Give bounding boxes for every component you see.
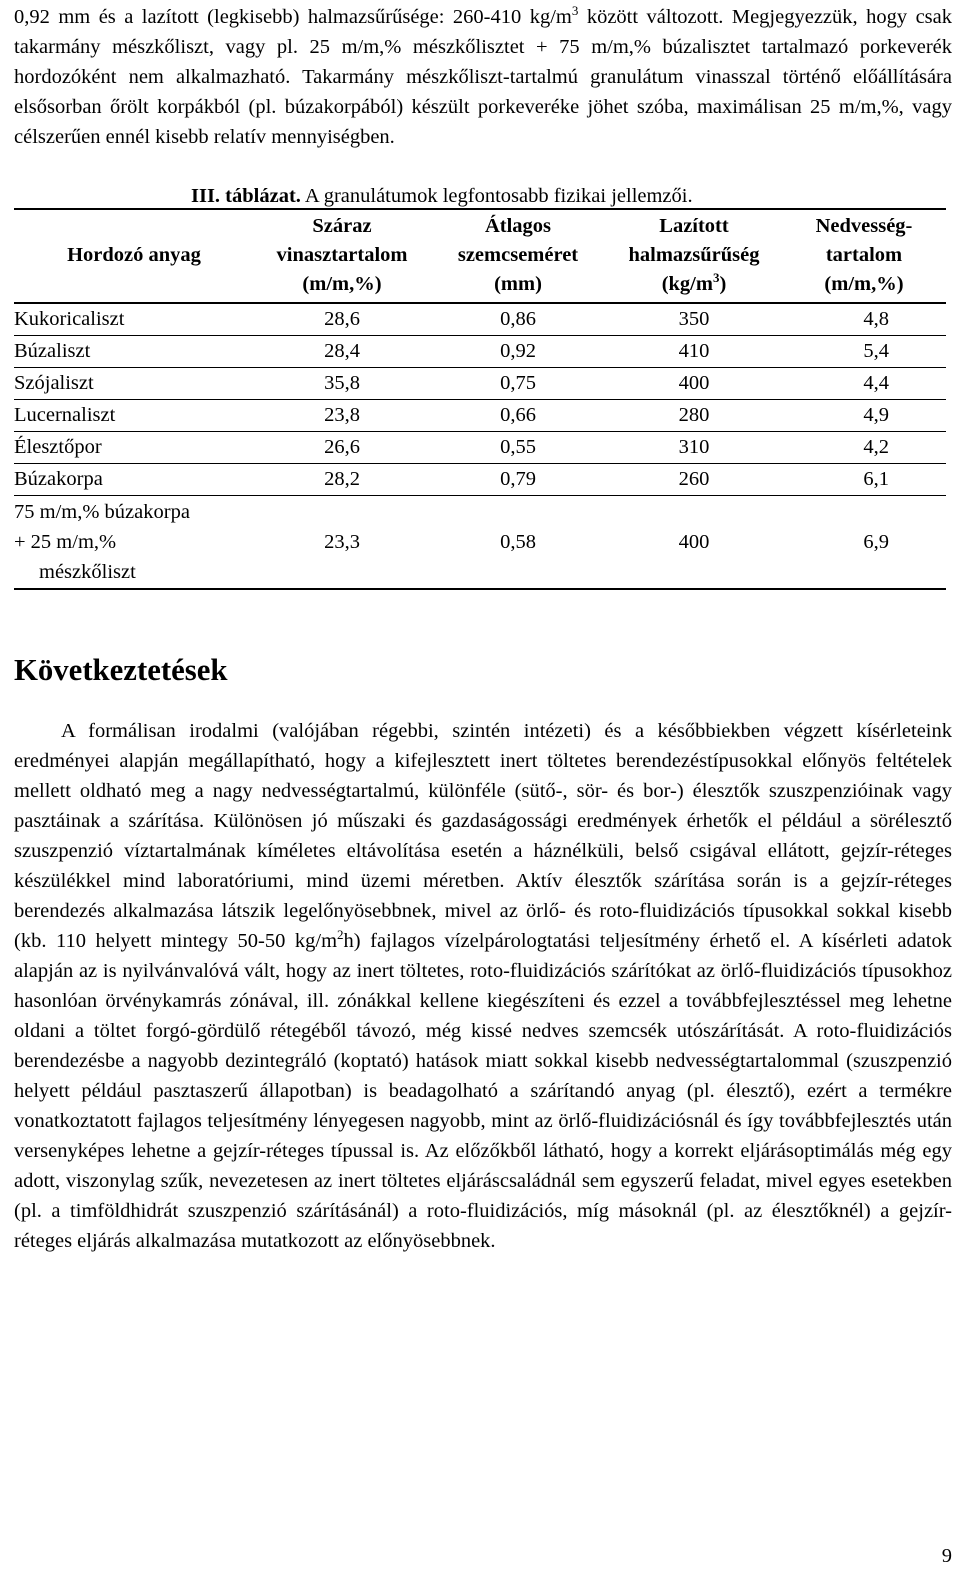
cell-suruseg: 400 xyxy=(606,496,782,590)
cell-szemcse: 0,86 xyxy=(430,303,606,336)
cell-nedvesseg: 4,9 xyxy=(782,400,946,432)
header-col4-superscript: 3 xyxy=(712,270,720,286)
cell-szemcse: 0,79 xyxy=(430,464,606,496)
header-col3-line2: szemcseméret xyxy=(457,244,579,266)
mixture-name-line1: 75 m/m,% búzakorpa xyxy=(14,501,190,523)
cell-vinasz: 28,4 xyxy=(254,336,430,368)
header-lazitott-halmazsuruseg xyxy=(606,209,782,303)
cell-suruseg: 410 xyxy=(606,336,782,368)
table-row xyxy=(14,368,946,400)
header-col5-line3: (m/m,%) xyxy=(824,273,904,295)
header-hordozo-anyag xyxy=(14,209,254,303)
table-row xyxy=(14,400,946,432)
intro-paragraph xyxy=(14,2,952,152)
cell-szemcse: 0,66 xyxy=(430,400,606,432)
header-col2-line3: (m/m,%) xyxy=(302,273,382,295)
cell-nedvesseg: 4,2 xyxy=(782,432,946,464)
cell-vinasz: 23,3 xyxy=(254,496,430,590)
cell-vinasz: 28,2 xyxy=(254,464,430,496)
cell-nedvesseg: 4,4 xyxy=(782,368,946,400)
table-header-row xyxy=(14,209,946,303)
header-col4-line1: Lazított xyxy=(659,215,729,237)
header-atlagos-szemcsemeret xyxy=(430,209,606,303)
cell-vinasz: 26,6 xyxy=(254,432,430,464)
header-col4-unit: (kg/m xyxy=(661,273,713,295)
cell-suruseg: 310 xyxy=(606,432,782,464)
cell-nedvesseg: 6,1 xyxy=(782,464,946,496)
header-col2-line1: Száraz xyxy=(312,215,372,237)
cell-name-mixture xyxy=(14,496,254,590)
conclusions-paragraph xyxy=(14,716,952,1256)
cell-szemcse: 0,75 xyxy=(430,368,606,400)
intro-text-part2: között változott. Megjegyezzük, hogy csak takarmány mészkőliszt, vagy pl. 25 m/m,% mészkőlisztet + 75 m/m,% búzalisztet tartalmazó porkeverék hordozóként nem alkalmazható. Takarmány mészkőliszt-tartalmú granulátum vinasszal történő előállítására elsősorban őrölt korpákból (pl. búzakorpából) készült porkeveréke jöhet szóba, maximálisan 25 m/m,%, vagy célszerűen ennél kisebb relatív mennyiségben. xyxy=(14,6,952,148)
mixture-name-line3: mészkőliszt xyxy=(39,561,136,583)
cell-szemcse: 0,92 xyxy=(430,336,606,368)
cell-nedvesseg: 5,4 xyxy=(782,336,946,368)
table-row xyxy=(14,303,946,336)
table-caption-text: A granulátumok legfontosabb fizikai jellemzői. xyxy=(300,185,693,207)
table-row-mixture xyxy=(14,496,946,590)
conclusions-text-part2: h) fajlagos vízelpárologtatási teljesítmény érhető el. A kísérleti adatok alapján az is nyilvánvalóvá vált, hogy az inert töltetes, roto-fluidizációs szárítókat az örlő-fluidizációs típusokhoz hasonlóan örvénykamrás zónával, ill. zónákkal kellene kiegészíteni és ezzel a továbbfejlesztéssel meg lehetne oldani a töltet forgó-gördülő rétegéből távozó, még kissé nedves szemcsék utószárítását. A roto-fluidizációs berendezésbe a nagyobb dezintegráló (koptató) hatások miatt sokkal kisebb nedvességtartalommal (szuszpenzió helyett például pasztaszerű állapotban) is beadagolható a szárítandó anyag (pl. élesztő), ezért a termékre vonatkoztatott fajlagos teljesítmény lényegesen nagyobb, mint az örlő-fluidizációsnál és így továbbfejlesztés után versenyképes lehetne a gejzír-réteges típussal is. Az előzőkből látható, hogy a korrekt eljárásoptimálás még egy adott, viszonylag szűk, nevezetesen az inert töltetes eljáráscsaládnál sem egyszerű feladat, mivel egyes esetekben (pl. a timföldhidrát szuszpenzió szárításánál) a roto-fluidizációs, míg másoknál (pl. az élesztőknél) a gejzír-réteges eljárás alkalmazása mutatkozott az előnyösebbnek. xyxy=(14,930,953,1252)
header-col3-line1: Átlagos xyxy=(484,215,552,237)
cell-name: Kukoricaliszt xyxy=(14,303,254,336)
header-szaraz-vinasztartalom xyxy=(254,209,430,303)
cell-suruseg: 260 xyxy=(606,464,782,496)
document-page xyxy=(14,0,952,1256)
mixture-name-line2: + 25 m/m,% xyxy=(14,531,117,553)
cell-suruseg: 400 xyxy=(606,368,782,400)
cell-name: Szójaliszt xyxy=(14,368,254,400)
cell-szemcse: 0,55 xyxy=(430,432,606,464)
granulate-properties-table xyxy=(14,208,946,590)
header-col4-line3 xyxy=(606,270,782,299)
cell-szemcse: 0,58 xyxy=(430,496,606,590)
conclusions-superscript: 2 xyxy=(337,927,344,943)
cell-suruseg: 350 xyxy=(606,303,782,336)
cell-name: Búzaliszt xyxy=(14,336,254,368)
table-caption-label: III. táblázat. xyxy=(191,185,301,207)
conclusions-heading: Következtetések xyxy=(14,653,228,687)
header-nedvessegtartalom xyxy=(782,209,946,303)
header-col5-line2: tartalom xyxy=(825,244,903,266)
page-number: 9 xyxy=(941,1545,952,1567)
cell-vinasz: 23,8 xyxy=(254,400,430,432)
header-col4-line2: halmazsűrűség xyxy=(628,244,760,266)
header-hordozo-anyag-text: Hordozó anyag xyxy=(67,244,201,266)
cell-nedvesseg: 4,8 xyxy=(782,303,946,336)
intro-text-part1: 0,92 mm és a lazított (legkisebb) halmazsűrűsége: 260-410 kg/m xyxy=(14,6,572,28)
header-col5-line1: Nedvesség- xyxy=(815,215,913,237)
cell-name: Lucernaliszt xyxy=(14,400,254,432)
cell-name: Búzakorpa xyxy=(14,464,254,496)
cell-vinasz: 28,6 xyxy=(254,303,430,336)
cell-vinasz: 35,8 xyxy=(254,368,430,400)
table-row xyxy=(14,336,946,368)
table-caption xyxy=(14,182,952,210)
intro-superscript: 3 xyxy=(571,3,579,19)
cell-nedvesseg: 6,9 xyxy=(782,496,946,590)
cell-name: Élesztőpor xyxy=(14,432,254,464)
table-row xyxy=(14,464,946,496)
cell-suruseg: 280 xyxy=(606,400,782,432)
table-row xyxy=(14,432,946,464)
header-col3-line3: (mm) xyxy=(494,273,542,295)
header-col2-line2: vinasztartalom xyxy=(276,244,408,266)
header-col4-unit-close: ) xyxy=(719,273,727,295)
conclusions-text-part1: A formálisan irodalmi (valójában régebbi, szintén intézeti) és a későbbiekben végzett kísérleteink eredményei alapján megállapítható, hogy a kifejlesztett inert töltetes berendezéstípusokkal előnyös feltételek mellett oldható meg a nagy nedvességtartalmú, különféle (sütő-, sör- és bor-) élesztők szuszpenzióinak vagy pasztáinak a szárítása. Különösen jó műszaki és gazdaságossági eredmények érhetők el például a sörélesztő szuszpenzió víztartalmának kíméletes eltávolítása esetén a háznélküli, belső csigával ellátott, gejzír-réteges készülékkel mind laboratóriumi, mind üzemi méretben. Aktív élesztők szárítása során is a gejzír-réteges berendezés alkalmazása látszik legelőnyösebbnek, mivel az örlő- és roto-fluidizációs típusokkal sokkal kisebb (kb. 110 helyett mintegy 50-50 kg/m xyxy=(14,720,952,952)
